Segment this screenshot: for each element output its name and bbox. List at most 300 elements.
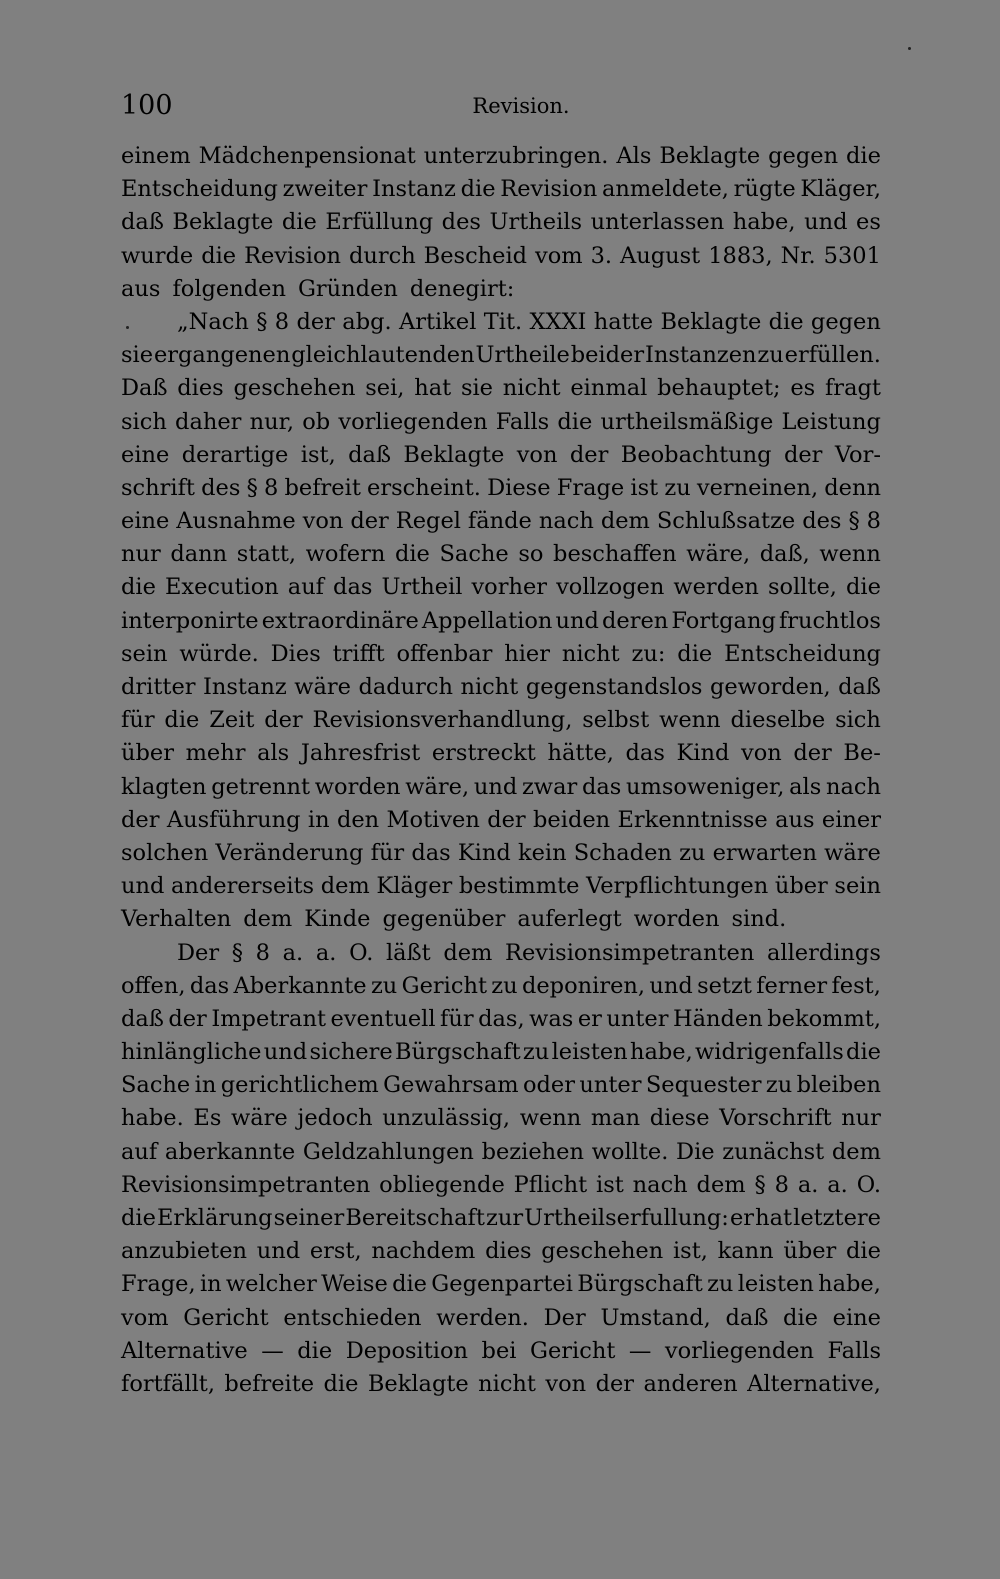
word: Der xyxy=(543,1304,586,1331)
word: der xyxy=(793,740,832,767)
word: zu xyxy=(664,474,691,501)
word: dadurch xyxy=(358,674,454,700)
word: die xyxy=(677,640,713,667)
word: sein xyxy=(834,873,881,900)
word: das xyxy=(189,972,230,999)
word: Sache xyxy=(439,541,509,568)
word: dies xyxy=(485,1238,532,1265)
word: zu xyxy=(757,342,784,369)
text-line xyxy=(121,472,881,505)
word: Jahresfrist xyxy=(300,740,421,767)
word: zu xyxy=(491,972,518,999)
word: unter xyxy=(579,1072,642,1099)
word: für xyxy=(121,707,155,734)
print-speck xyxy=(126,326,129,329)
word: 3. xyxy=(590,242,613,269)
word: O. xyxy=(349,939,374,966)
text-line xyxy=(121,671,881,704)
word: der xyxy=(487,806,526,833)
word: kann xyxy=(717,1238,774,1265)
word: beschaffen xyxy=(553,541,677,568)
word: Nr. xyxy=(780,242,816,269)
word: Gericht xyxy=(401,972,487,999)
word: diese xyxy=(649,1105,710,1132)
word: Vor- xyxy=(834,441,881,468)
word: ist xyxy=(630,474,659,501)
text-line xyxy=(121,1268,881,1301)
word: sichere xyxy=(309,1039,393,1066)
word: eine xyxy=(832,1304,881,1331)
word: 8 xyxy=(866,508,881,535)
book-page xyxy=(121,88,881,1401)
word: ist, xyxy=(672,1238,708,1265)
word: befreit xyxy=(284,474,361,501)
word: Beklagte xyxy=(172,209,274,236)
word: daß xyxy=(121,209,164,236)
word: zu xyxy=(679,839,706,866)
word: und xyxy=(263,1039,308,1066)
word: den xyxy=(336,806,380,833)
word: kein xyxy=(517,839,567,866)
word: das xyxy=(333,574,373,601)
word: Veränderung xyxy=(215,839,364,866)
word: ergangenen xyxy=(153,342,291,369)
text-line xyxy=(121,771,881,804)
word: Frage xyxy=(556,474,625,501)
text-line xyxy=(121,1102,881,1135)
word: zu xyxy=(765,1072,793,1099)
word: sein xyxy=(121,640,168,667)
word: beziehen xyxy=(481,1138,584,1165)
word: die xyxy=(846,1238,881,1265)
word: § xyxy=(256,308,268,335)
word: Kind xyxy=(457,839,511,866)
word: Gründen xyxy=(297,275,398,302)
word: Schaden xyxy=(573,839,672,866)
word: die xyxy=(460,176,496,203)
word: nicht xyxy=(460,674,519,700)
word: der xyxy=(350,508,389,535)
word: über xyxy=(774,873,828,900)
print-speck xyxy=(908,47,911,50)
word: durch xyxy=(348,242,416,269)
text-line xyxy=(121,870,881,903)
word: einem xyxy=(121,143,191,169)
word: solchen xyxy=(121,839,209,866)
text-line xyxy=(121,804,881,837)
word: bekommt, xyxy=(767,1005,881,1032)
word: Sache xyxy=(121,1072,191,1099)
word: Appellation xyxy=(421,607,553,634)
word: Ausführung xyxy=(166,806,301,833)
word: über xyxy=(783,1238,837,1265)
word: in xyxy=(194,1072,217,1099)
word: nach xyxy=(538,508,594,535)
word: sich xyxy=(121,408,167,435)
word: widrigenfalls xyxy=(695,1039,844,1066)
word: daß, xyxy=(759,541,810,568)
text-line xyxy=(121,339,881,372)
word: eine xyxy=(121,441,170,468)
word: gleichlautenden xyxy=(291,342,475,369)
word: wurde xyxy=(121,242,194,269)
word: in xyxy=(307,806,330,833)
word: Geldzahlungen xyxy=(302,1138,474,1165)
word: als xyxy=(257,740,290,767)
word: Als xyxy=(616,143,652,169)
word: sollte, xyxy=(767,574,837,601)
word: man xyxy=(590,1105,641,1132)
word: a. xyxy=(797,1171,819,1198)
word: andererseits xyxy=(171,873,315,900)
word: erstreckt xyxy=(431,740,536,767)
word: Gericht xyxy=(529,1337,616,1364)
word: unzulässig, xyxy=(382,1105,511,1132)
word: die xyxy=(557,408,593,435)
word: fruchtlos xyxy=(778,607,881,634)
word: 8 xyxy=(774,1171,789,1198)
word: XXXI xyxy=(529,308,587,335)
word: setzt xyxy=(697,972,752,999)
word: getrennt xyxy=(211,773,311,800)
text-line xyxy=(121,538,881,571)
word: nachdem xyxy=(371,1238,476,1265)
word: daß xyxy=(838,674,881,700)
text-line xyxy=(121,1136,881,1169)
word: offenbar xyxy=(396,640,493,667)
word: Bescheid xyxy=(423,242,528,269)
body-text xyxy=(121,140,881,1401)
word: rügte xyxy=(733,176,796,203)
word: vorliegenden xyxy=(338,408,488,435)
word: welcher xyxy=(225,1271,317,1298)
word: § xyxy=(246,474,258,501)
word: befreite xyxy=(224,1370,315,1397)
word: aberkannte xyxy=(164,1138,296,1165)
text-line xyxy=(121,306,881,339)
word: sie xyxy=(460,375,493,402)
word: dem xyxy=(831,1138,881,1165)
word: sich xyxy=(835,707,881,734)
word: hat xyxy=(414,375,452,402)
word: Bürgschaft xyxy=(395,1039,521,1066)
text-line xyxy=(121,903,881,936)
word: unter xyxy=(606,1005,669,1032)
word: unterzubringen. xyxy=(423,143,609,169)
word: bestimmte xyxy=(458,873,580,900)
word: Falls xyxy=(827,1337,881,1364)
word: der xyxy=(569,441,609,468)
word: daß xyxy=(121,1005,164,1032)
word: Entscheidung xyxy=(724,640,881,667)
word: das xyxy=(581,773,622,800)
word: von xyxy=(545,1370,587,1397)
word: Ausnahme xyxy=(176,508,296,535)
word: § xyxy=(848,508,860,535)
word: über xyxy=(121,740,174,767)
word: vom xyxy=(535,242,583,269)
word: Instanz xyxy=(203,674,287,700)
word: Händen xyxy=(673,1005,763,1032)
word: verneinen, xyxy=(696,474,819,501)
word: Mädchenpensionat xyxy=(198,143,416,169)
word: auf xyxy=(287,574,325,601)
text-line xyxy=(121,273,881,306)
word: in xyxy=(199,1271,222,1298)
word: die xyxy=(164,707,200,734)
word: erwarten xyxy=(712,839,817,866)
word: fest, xyxy=(831,972,881,999)
word: Kläger xyxy=(376,873,453,900)
text-line xyxy=(121,1169,881,1202)
word: bei xyxy=(481,1337,517,1364)
word: „Nach xyxy=(177,308,249,335)
word: der xyxy=(595,1370,635,1397)
running-head: Revision. xyxy=(472,94,570,118)
word: das xyxy=(411,839,451,866)
word: die xyxy=(121,1205,156,1231)
word: zu xyxy=(522,1039,550,1066)
word: der xyxy=(783,441,823,468)
word: Deposition xyxy=(345,1337,469,1364)
word: letztere xyxy=(793,1205,881,1231)
word: seiner xyxy=(273,1205,345,1231)
word: Vorschrift xyxy=(719,1105,832,1132)
word: wäre xyxy=(824,839,881,866)
word: Kinde xyxy=(304,906,371,933)
word: abg. xyxy=(342,308,392,335)
text-line xyxy=(121,1302,881,1335)
word: Entscheidung xyxy=(121,176,278,203)
word: wollte. xyxy=(591,1138,669,1165)
word: derartige xyxy=(181,441,289,468)
word: anderen xyxy=(643,1370,738,1397)
word: läßt xyxy=(385,939,431,966)
word: worden xyxy=(633,906,720,933)
word: Gegenpartei xyxy=(431,1271,573,1298)
word: die xyxy=(392,1271,427,1298)
word: Beklagte xyxy=(367,1370,469,1397)
word: Bürgschaft xyxy=(577,1271,703,1298)
word: ist, xyxy=(300,441,336,468)
word: auferlegt xyxy=(517,906,622,933)
word: zwar xyxy=(521,773,578,800)
word: erst, xyxy=(309,1238,362,1265)
word: nur, xyxy=(249,408,295,435)
word: vollzogen xyxy=(556,574,665,601)
word: sei, xyxy=(365,375,405,402)
word: wäre xyxy=(230,1105,288,1132)
word: bleiben xyxy=(796,1072,881,1099)
word: gegen xyxy=(768,143,839,169)
word: auf xyxy=(121,1138,158,1165)
word: aus xyxy=(121,275,161,302)
word: hatte xyxy=(593,308,654,335)
word: erscheint. xyxy=(367,474,481,501)
word: Die xyxy=(676,1138,715,1165)
word: obliegende xyxy=(379,1171,505,1198)
word: daß xyxy=(348,441,391,468)
word: extraordinäre xyxy=(261,607,419,634)
word: wenn xyxy=(819,541,881,568)
word: von xyxy=(302,508,344,535)
word: Revisionsimpetranten xyxy=(505,939,755,966)
word: vorliegenden xyxy=(664,1337,815,1364)
word: selbst xyxy=(582,707,650,734)
word: nach xyxy=(632,1171,688,1198)
word: Gericht xyxy=(183,1304,269,1331)
word: Schlußsatze xyxy=(656,508,796,535)
word: Instanzen xyxy=(644,342,757,369)
page-number: 100 xyxy=(121,90,173,121)
word: ferner xyxy=(756,972,828,999)
word: § xyxy=(754,1171,766,1198)
word: Alternative xyxy=(121,1337,248,1364)
word: es xyxy=(856,209,881,236)
text-line xyxy=(121,173,881,206)
word: Falls xyxy=(495,408,550,435)
word: wäre xyxy=(294,674,351,700)
word: sie xyxy=(121,342,154,369)
word: die xyxy=(201,242,237,269)
word: Der xyxy=(177,939,220,966)
word: Verpflichtungen xyxy=(586,873,769,900)
word: habe, xyxy=(732,209,796,236)
text-line xyxy=(121,937,881,970)
word: anzubieten xyxy=(121,1238,248,1265)
word: wenn xyxy=(519,1105,582,1132)
word: und xyxy=(804,209,848,236)
word: Pflicht xyxy=(513,1171,588,1198)
word: die xyxy=(768,308,804,335)
text-line xyxy=(121,1368,881,1401)
word: Revisionsverhandlung, xyxy=(312,707,573,734)
word: und xyxy=(256,1238,301,1265)
word: klagten xyxy=(121,773,207,800)
word: a. xyxy=(827,1171,848,1198)
text-line xyxy=(121,406,881,439)
word: mehr xyxy=(185,740,246,767)
word: daß xyxy=(725,1304,769,1331)
word: das, xyxy=(478,1005,525,1032)
word: eventuell xyxy=(330,1005,436,1032)
word: oder xyxy=(522,1072,575,1099)
word: Es xyxy=(193,1105,222,1132)
word: des xyxy=(802,508,842,535)
word: Urtheile xyxy=(475,342,570,369)
word: a. xyxy=(315,939,337,966)
word: von xyxy=(740,740,782,767)
word: Gewahrsam xyxy=(383,1072,519,1099)
word: zu: xyxy=(631,640,666,667)
word: Impetrant xyxy=(211,1005,326,1032)
word: Bereitschaft xyxy=(345,1205,485,1231)
text-line xyxy=(121,140,881,173)
text-line xyxy=(121,1069,881,1102)
word: hat xyxy=(755,1205,793,1231)
text-line xyxy=(121,704,881,737)
word: gerichtlichem xyxy=(220,1072,379,1099)
word: er xyxy=(729,1205,755,1231)
word: des xyxy=(441,209,481,236)
word: 5301 xyxy=(823,242,881,269)
word: wenn xyxy=(659,707,721,734)
text-line xyxy=(121,1003,881,1036)
word: Erklärung xyxy=(156,1205,273,1231)
text-line xyxy=(121,1202,881,1235)
word: Frage, xyxy=(121,1271,196,1298)
word: daher xyxy=(175,408,242,435)
word: entschieden xyxy=(283,1304,422,1331)
word: aus xyxy=(775,806,815,833)
word: geschehen xyxy=(541,1238,664,1265)
text-line xyxy=(121,605,881,638)
text-line xyxy=(121,240,881,273)
text-line xyxy=(121,1235,881,1268)
word: Sequester xyxy=(645,1072,762,1099)
word: vorher xyxy=(471,574,548,601)
word: Beklagte xyxy=(660,308,762,335)
word: hinlängliche xyxy=(121,1039,262,1066)
word: — xyxy=(628,1337,652,1364)
word: allerdings xyxy=(766,939,881,966)
word: fortfällt, xyxy=(121,1370,215,1397)
word: leisten xyxy=(551,1039,628,1066)
word: urtheilsmäßige xyxy=(600,408,774,435)
word: er xyxy=(577,1005,602,1032)
word: gegenstandslos xyxy=(525,674,703,700)
word: Beklagte xyxy=(403,441,505,468)
word: wofern xyxy=(305,541,386,568)
word: worden xyxy=(314,773,401,800)
word: als xyxy=(789,773,822,800)
word: die xyxy=(394,541,430,568)
word: und xyxy=(649,972,693,999)
word: dieselbe xyxy=(730,707,826,734)
word: Aberkannte xyxy=(233,972,367,999)
word: Artikel xyxy=(399,308,477,335)
word: hier xyxy=(504,640,550,667)
word: die xyxy=(297,1337,333,1364)
word: würde. xyxy=(179,640,259,667)
word: so xyxy=(518,541,544,568)
word: nicht xyxy=(561,640,620,667)
word: Instanz xyxy=(372,176,456,203)
word: Urtheils xyxy=(489,209,583,236)
word: habe, xyxy=(818,1271,881,1298)
word: folgenden xyxy=(172,275,286,302)
word: Zeit xyxy=(209,707,255,734)
word: die xyxy=(783,1304,818,1331)
word: die xyxy=(281,209,317,236)
word: Daß xyxy=(121,375,168,402)
word: werden. xyxy=(436,1304,529,1331)
word: nicht xyxy=(478,1370,536,1397)
word: die xyxy=(846,1039,881,1066)
word: erfüllen. xyxy=(784,342,881,369)
word: Weise xyxy=(321,1271,388,1298)
word: Umstand, xyxy=(600,1304,711,1331)
text-line xyxy=(121,1036,881,1069)
word: geworden, xyxy=(709,674,831,700)
word: des xyxy=(201,474,241,501)
word: Revision xyxy=(500,176,598,203)
word: Urtheil xyxy=(381,574,463,601)
word: Leistung xyxy=(781,408,881,435)
word: Be- xyxy=(843,740,881,767)
word: gegenüber xyxy=(382,906,506,933)
word: behauptet; xyxy=(657,375,781,402)
